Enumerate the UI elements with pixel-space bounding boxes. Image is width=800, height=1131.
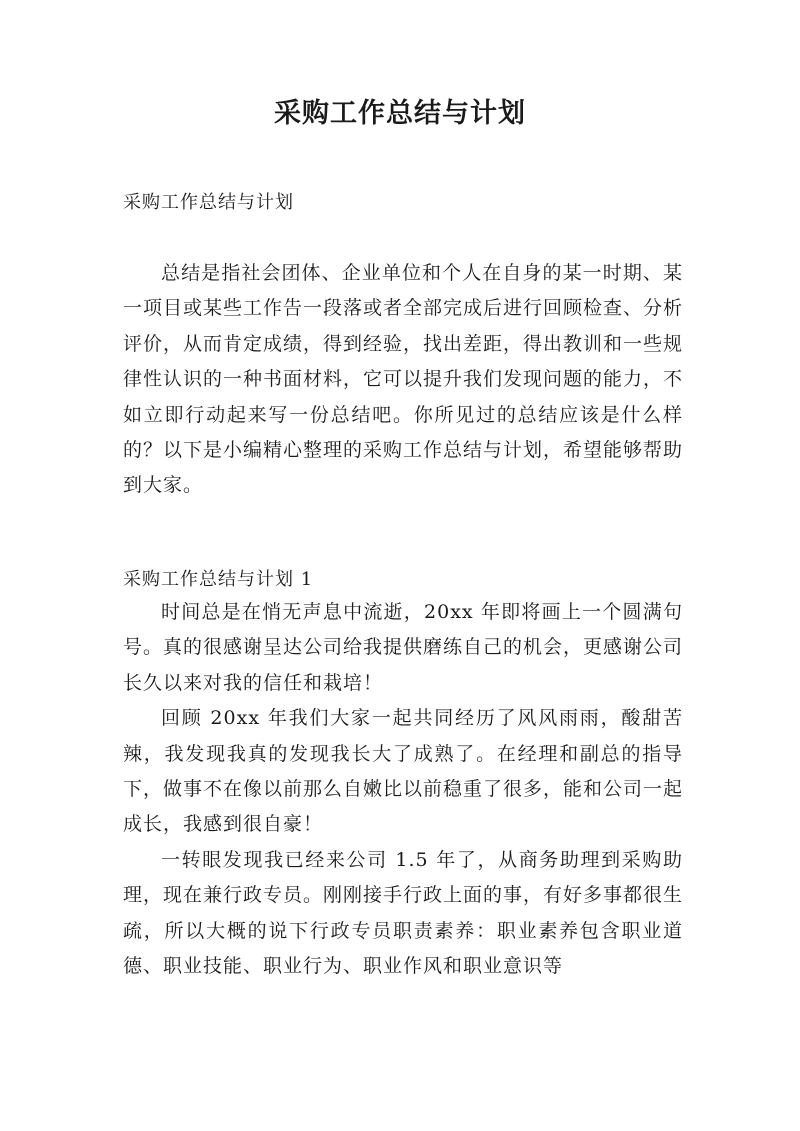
body-paragraph: 回顾 20xx 年我们大家一起共同经历了风风雨雨，酸甜苦辣，我发现我真的发现我长大了成熟了。在经理和副总的指导下，做事不在像以前那么自嫩比以前稳重了很多，能和公司一起成长，我感到很自豪！ (123, 707, 684, 836)
section-heading: 采购工作总结与计划 1 (123, 569, 314, 590)
document-subtitle: 采购工作总结与计划 (123, 192, 294, 213)
intro-paragraph: 总结是指社会团体、企业单位和个人在自身的某一时期、某一项目或某些工作告一段落或者全部完成后进行回顾检查、分析评价，从而肯定成绩，得到经验，找出差距，得出教训和一些规律性认识的一种书面材料，它可以提升我们发现问题的能力，不如立即行动起来写一份总结吧。你所见过的总结应该是什么样的？以下是小编精心整理的采购工作总结与计划，希望能够帮助到大家。 (123, 262, 684, 497)
document-title: 采购工作总结与计划 (274, 98, 526, 129)
body-paragraph: 时间总是在悄无声息中流逝，20xx 年即将画上一个圆满句号。真的很感谢呈达公司给我提供磨练自己的机会，更感谢公司长久以来对我的信任和栽培！ (123, 601, 684, 694)
section-body (123, 595, 683, 984)
body-paragraph: 一转眼发现我已经来公司 1.5 年了，从商务助理到采购助理，现在兼行政专员。刚刚接手行政上面的事，有好多事都很生疏，所以大概的说下行政专员职责素养：职业素养包含职业道德、职业技能、职业行为、职业作风和职业意识等 (123, 848, 684, 978)
